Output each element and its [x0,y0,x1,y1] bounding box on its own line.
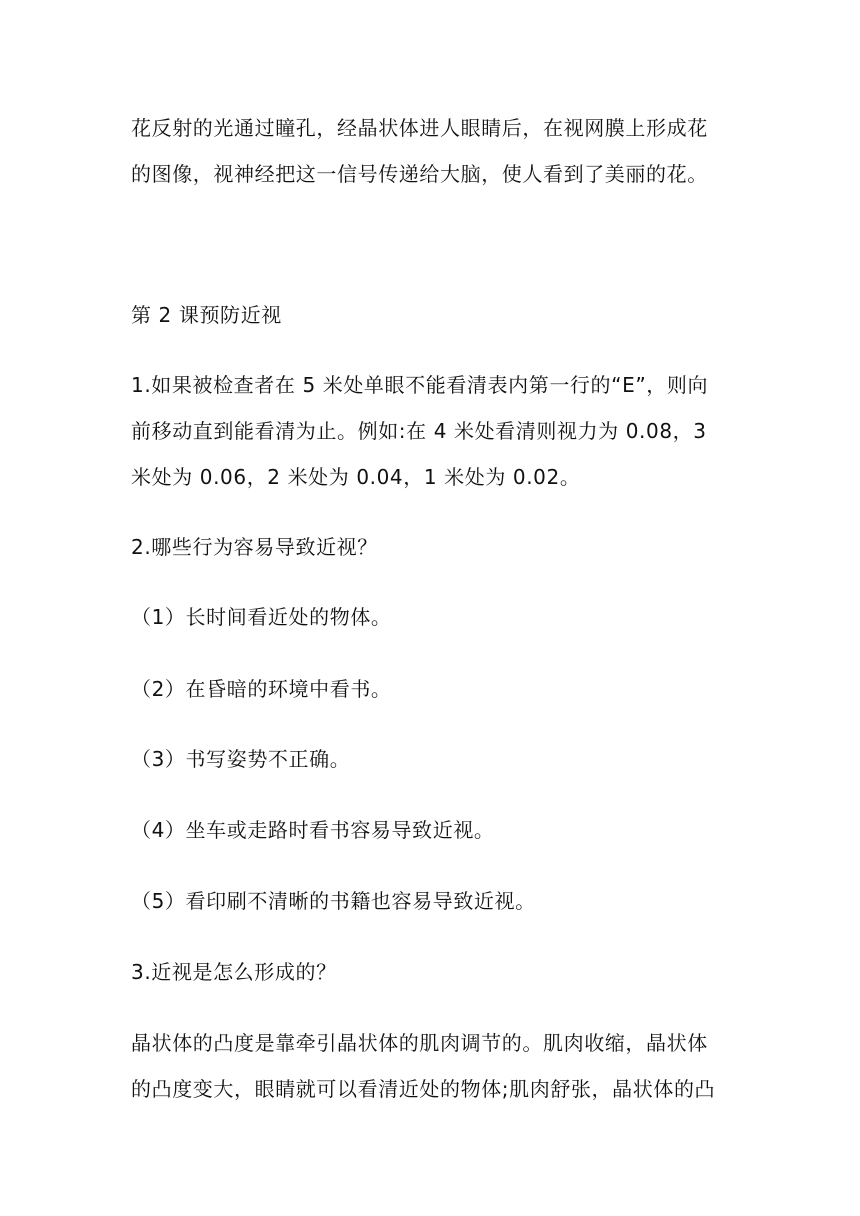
lesson-title: 第 2 课预防近视 [131,303,282,327]
q2-list-item: （3）书写姿势不正确。 [131,747,351,771]
q3-paragraph-line-1: 晶状体的凸度是靠牵引晶状体的肌肉调节的。肌肉收缩，晶状体 [131,1031,708,1055]
intro-paragraph-line-2: 的图像，视神经把这一信号传递给大脑，使人看到了美丽的花。 [131,162,708,186]
intro-paragraph-line-1: 花反射的光通过瞳孔，经晶状体进人眼睛后，在视网膜上形成花 [131,116,708,140]
q3-question: 3.近视是怎么形成的？ [131,960,337,984]
q3-paragraph-line-2: 的凸度变大，眼睛就可以看清近处的物体;肌肉舒张，晶状体的凸 [131,1077,716,1101]
q2-question: 2.哪些行为容易导致近视？ [131,535,378,559]
q1-paragraph-line-1: 1.如果被检查者在 5 米处单眼不能看清表内第一行的“E”，则向 [131,373,709,397]
q1-paragraph-line-2: 前移动直到能看清为止。例如:在 4 米处看清则视力为 0.08，3 [131,419,707,443]
q2-list-item: （5）看印刷不清晰的书籍也容易导致近视。 [131,889,536,913]
q2-list-item: （2）在昏暗的环境中看书。 [131,677,392,701]
q2-list-item: （1）长时间看近处的物体。 [131,605,392,629]
q1-paragraph-line-3: 米处为 0.06，2 米处为 0.04，1 米处为 0.02。 [131,465,581,489]
q2-list-item: （4）坐车或走路时看书容易导致近视。 [131,818,495,842]
